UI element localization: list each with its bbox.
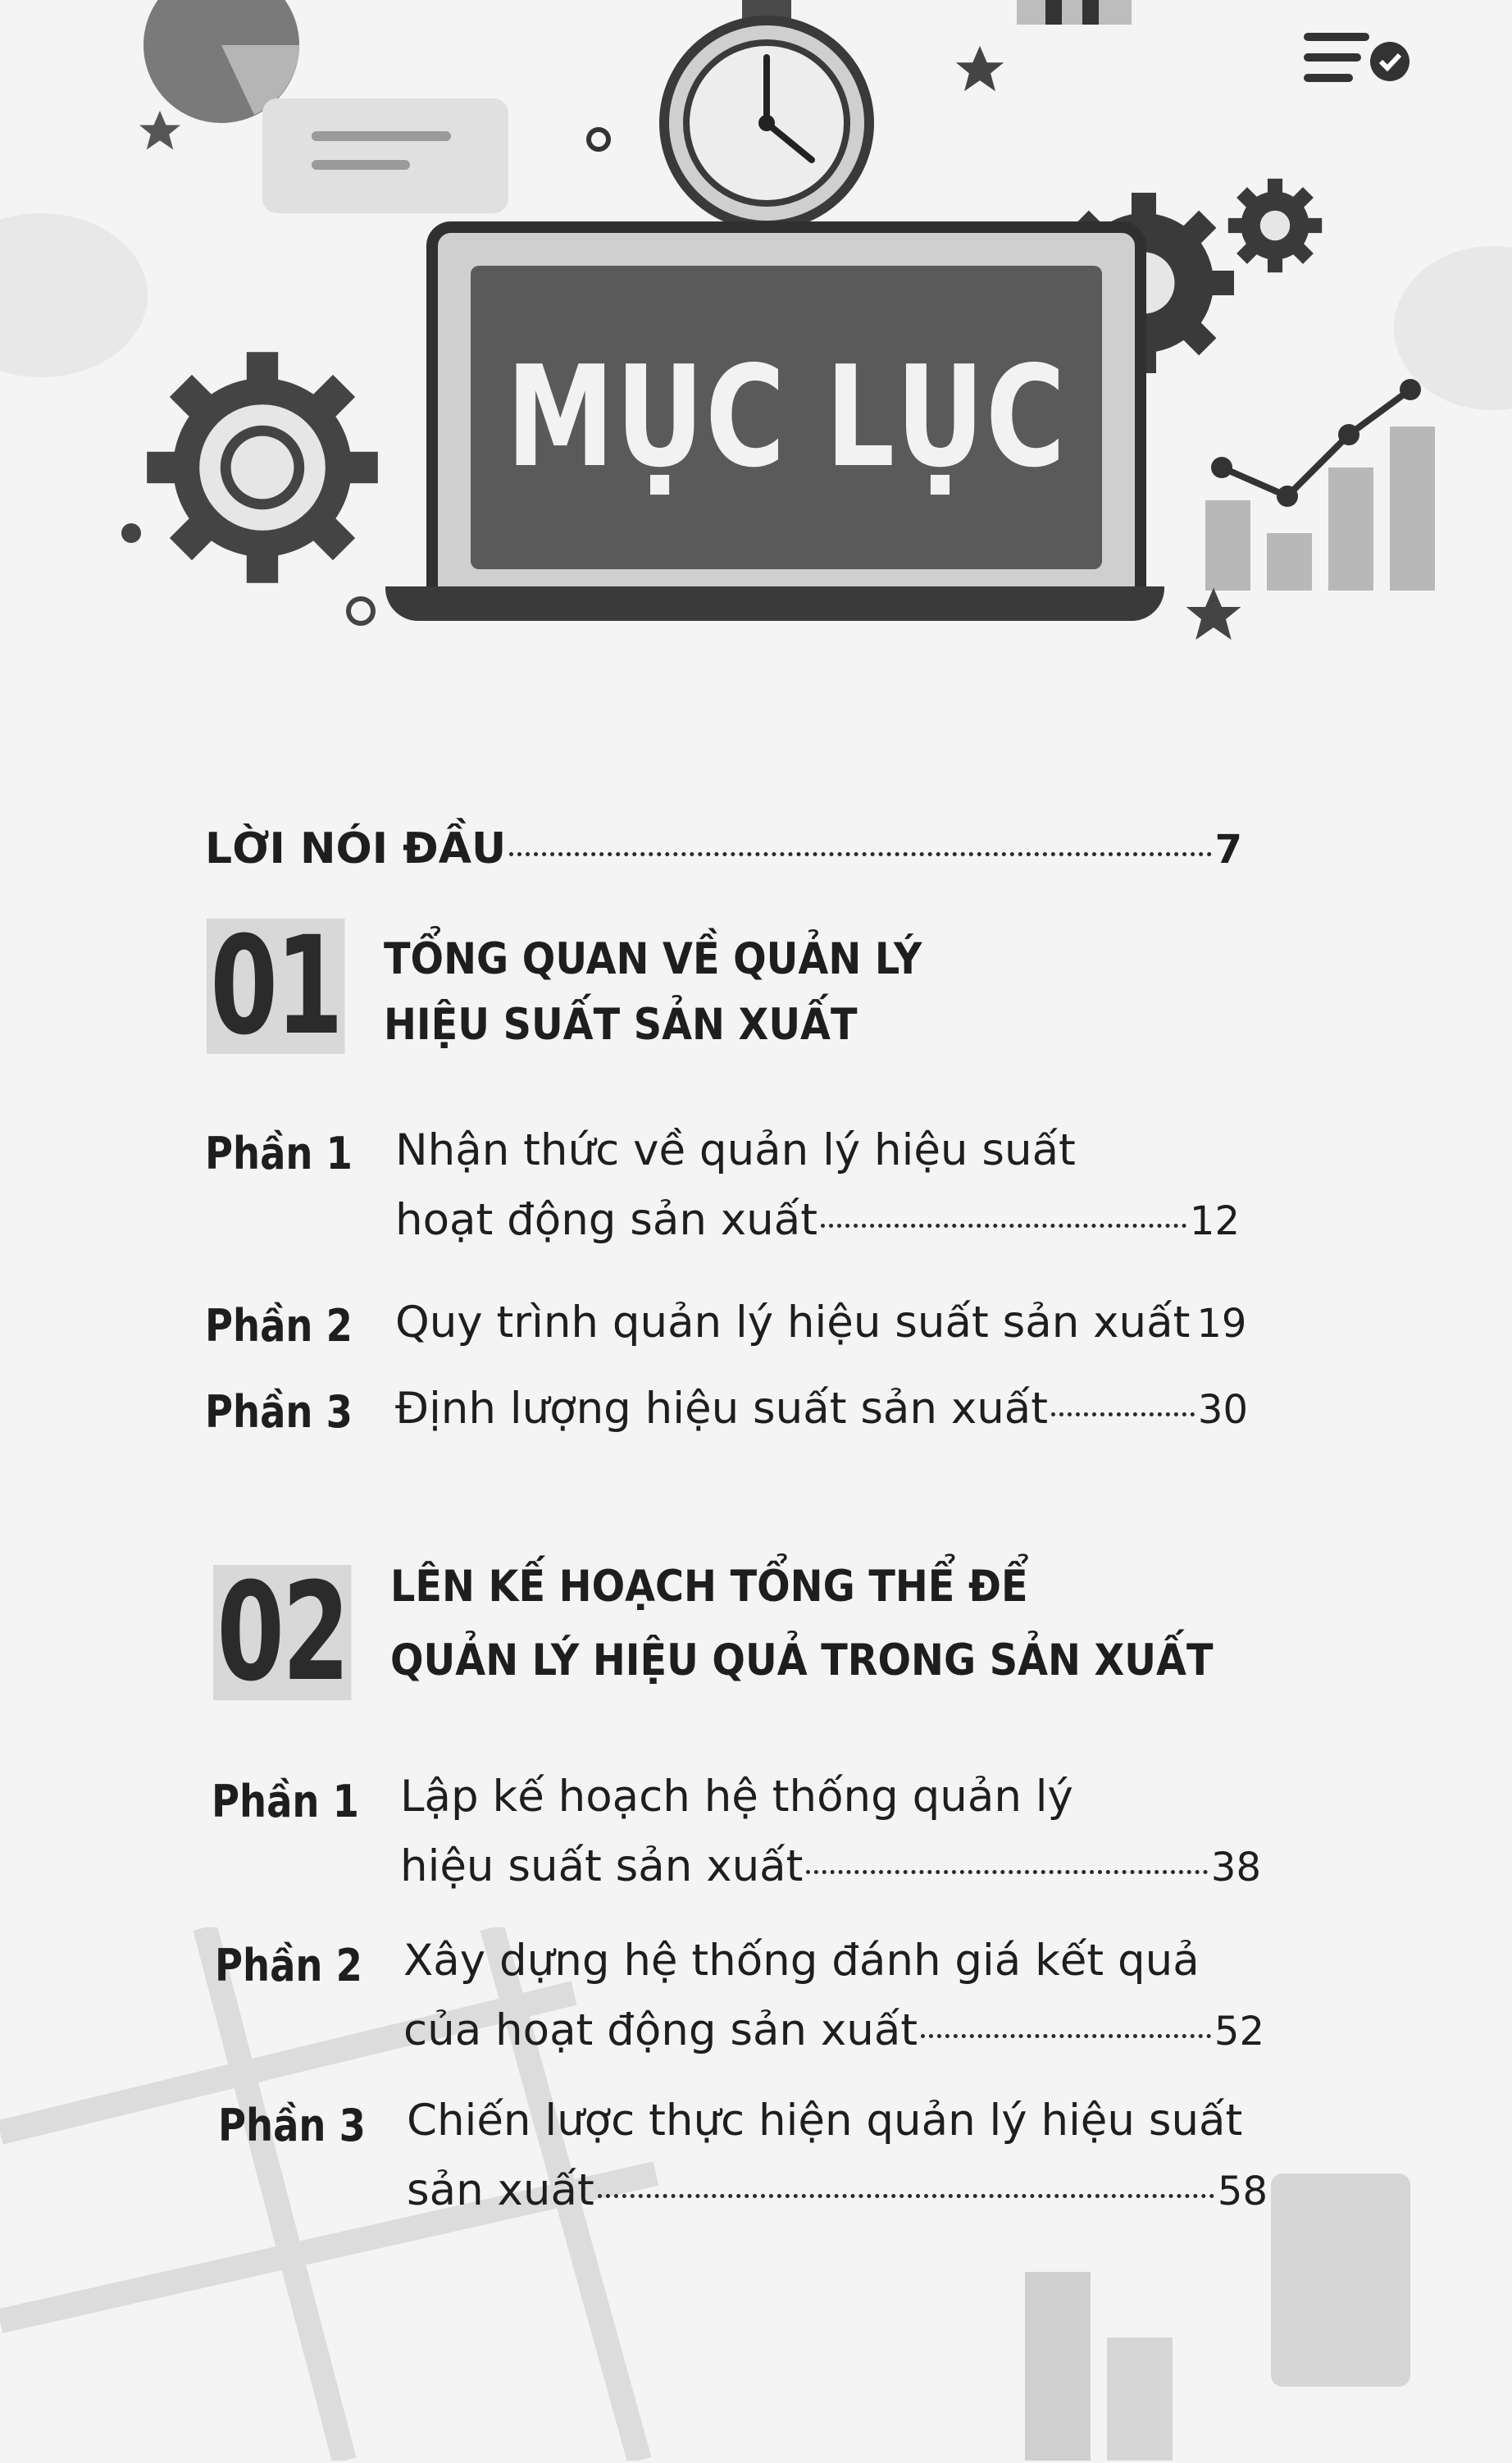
section-label: Phần 3 [205, 1386, 353, 1438]
section-title-line: Chiến lược thực hiện quản lý hiệu suất [407, 2096, 1243, 2146]
page-number: 38 [1210, 1845, 1261, 1891]
cloud-shape-left [0, 213, 148, 377]
dot-leader [806, 1870, 1208, 1874]
chapter-title-line: QUẢN LÝ HIỆU QUẢ TRONG SẢN XUẤT [390, 1635, 1214, 1685]
star-icon [135, 107, 184, 156]
preface-label: LỜI NÓI ĐẦU [205, 824, 507, 873]
page-number: 19 [1196, 1301, 1247, 1347]
section-title-line: hiệu suất sản xuất [400, 1841, 804, 1891]
section-title-line: Lập kế hoạch hệ thống quản lý [400, 1772, 1073, 1822]
section-title-line: sản xuất [407, 2165, 594, 2215]
page-number: 7 [1214, 827, 1242, 873]
star-icon [1181, 582, 1246, 648]
chapter-number: 02 [213, 1565, 351, 1700]
laptop-screen [426, 221, 1146, 613]
page-number: 58 [1217, 2169, 1268, 2214]
section-title-line: hoạt động sản xuất [395, 1195, 818, 1245]
bar-chart-icon [1017, 0, 1132, 25]
dot-leader [1051, 1412, 1195, 1416]
dot-leader [598, 2194, 1214, 2198]
dot-icon [115, 517, 148, 550]
clock-icon [635, 0, 898, 230]
page-title: MỤC LỤC [506, 336, 1067, 499]
section-label: Phần 2 [215, 1940, 362, 1991]
section-title-last-line [395, 1195, 1240, 1245]
section-title-last-line [403, 2005, 1264, 2055]
page-number: 12 [1189, 1198, 1240, 1244]
bar-chart-icon [1197, 361, 1468, 591]
toc-preface-row[interactable] [205, 824, 1242, 873]
section-title-line: của hoạt động sản xuất [403, 2005, 918, 2055]
ring-icon [340, 591, 381, 632]
section-label: Phần 1 [205, 1128, 353, 1179]
gear-icon [131, 336, 394, 599]
section-label: Phần 3 [218, 2100, 366, 2151]
page-number: 30 [1197, 1387, 1248, 1433]
toc-section-row[interactable] [395, 1384, 1248, 1434]
chapter-title-line: HIỆU SUẤT SẢN XUẤT [384, 1000, 858, 1050]
chapter-title-line: LÊN KẾ HOẠCH TỔNG THỂ ĐỂ [390, 1562, 1028, 1612]
section-title-line: Xây dựng hệ thống đánh giá kết quả [403, 1936, 1200, 1986]
page-number: 52 [1214, 2009, 1264, 2055]
chapter-number: 01 [207, 919, 344, 1054]
section-title-line: Định lượng hiệu suất sản xuất [395, 1384, 1049, 1434]
star-icon [951, 41, 1009, 98]
section-title-last-line [407, 2165, 1268, 2215]
dot-leader [921, 2034, 1211, 2038]
message-card-shape [262, 98, 508, 213]
toc-section-row[interactable] [395, 1298, 1247, 1348]
checklist-icon [1296, 16, 1419, 107]
ring-icon [582, 123, 615, 156]
laptop-base [385, 586, 1164, 621]
chapter-title-line: TỔNG QUAN VỀ QUẢN LÝ [384, 934, 922, 984]
section-title-line: Nhận thức về quản lý hiệu suất [395, 1125, 1076, 1175]
section-label: Phần 1 [212, 1776, 359, 1827]
section-label: Phần 2 [205, 1300, 353, 1352]
gear-icon [1222, 172, 1328, 279]
laptop-display [471, 266, 1102, 569]
section-title-last-line [400, 1841, 1261, 1891]
dot-leader [509, 852, 1211, 856]
dot-leader [821, 1224, 1186, 1228]
section-title-line: Quy trình quản lý hiệu suất sản xuất [395, 1298, 1191, 1348]
